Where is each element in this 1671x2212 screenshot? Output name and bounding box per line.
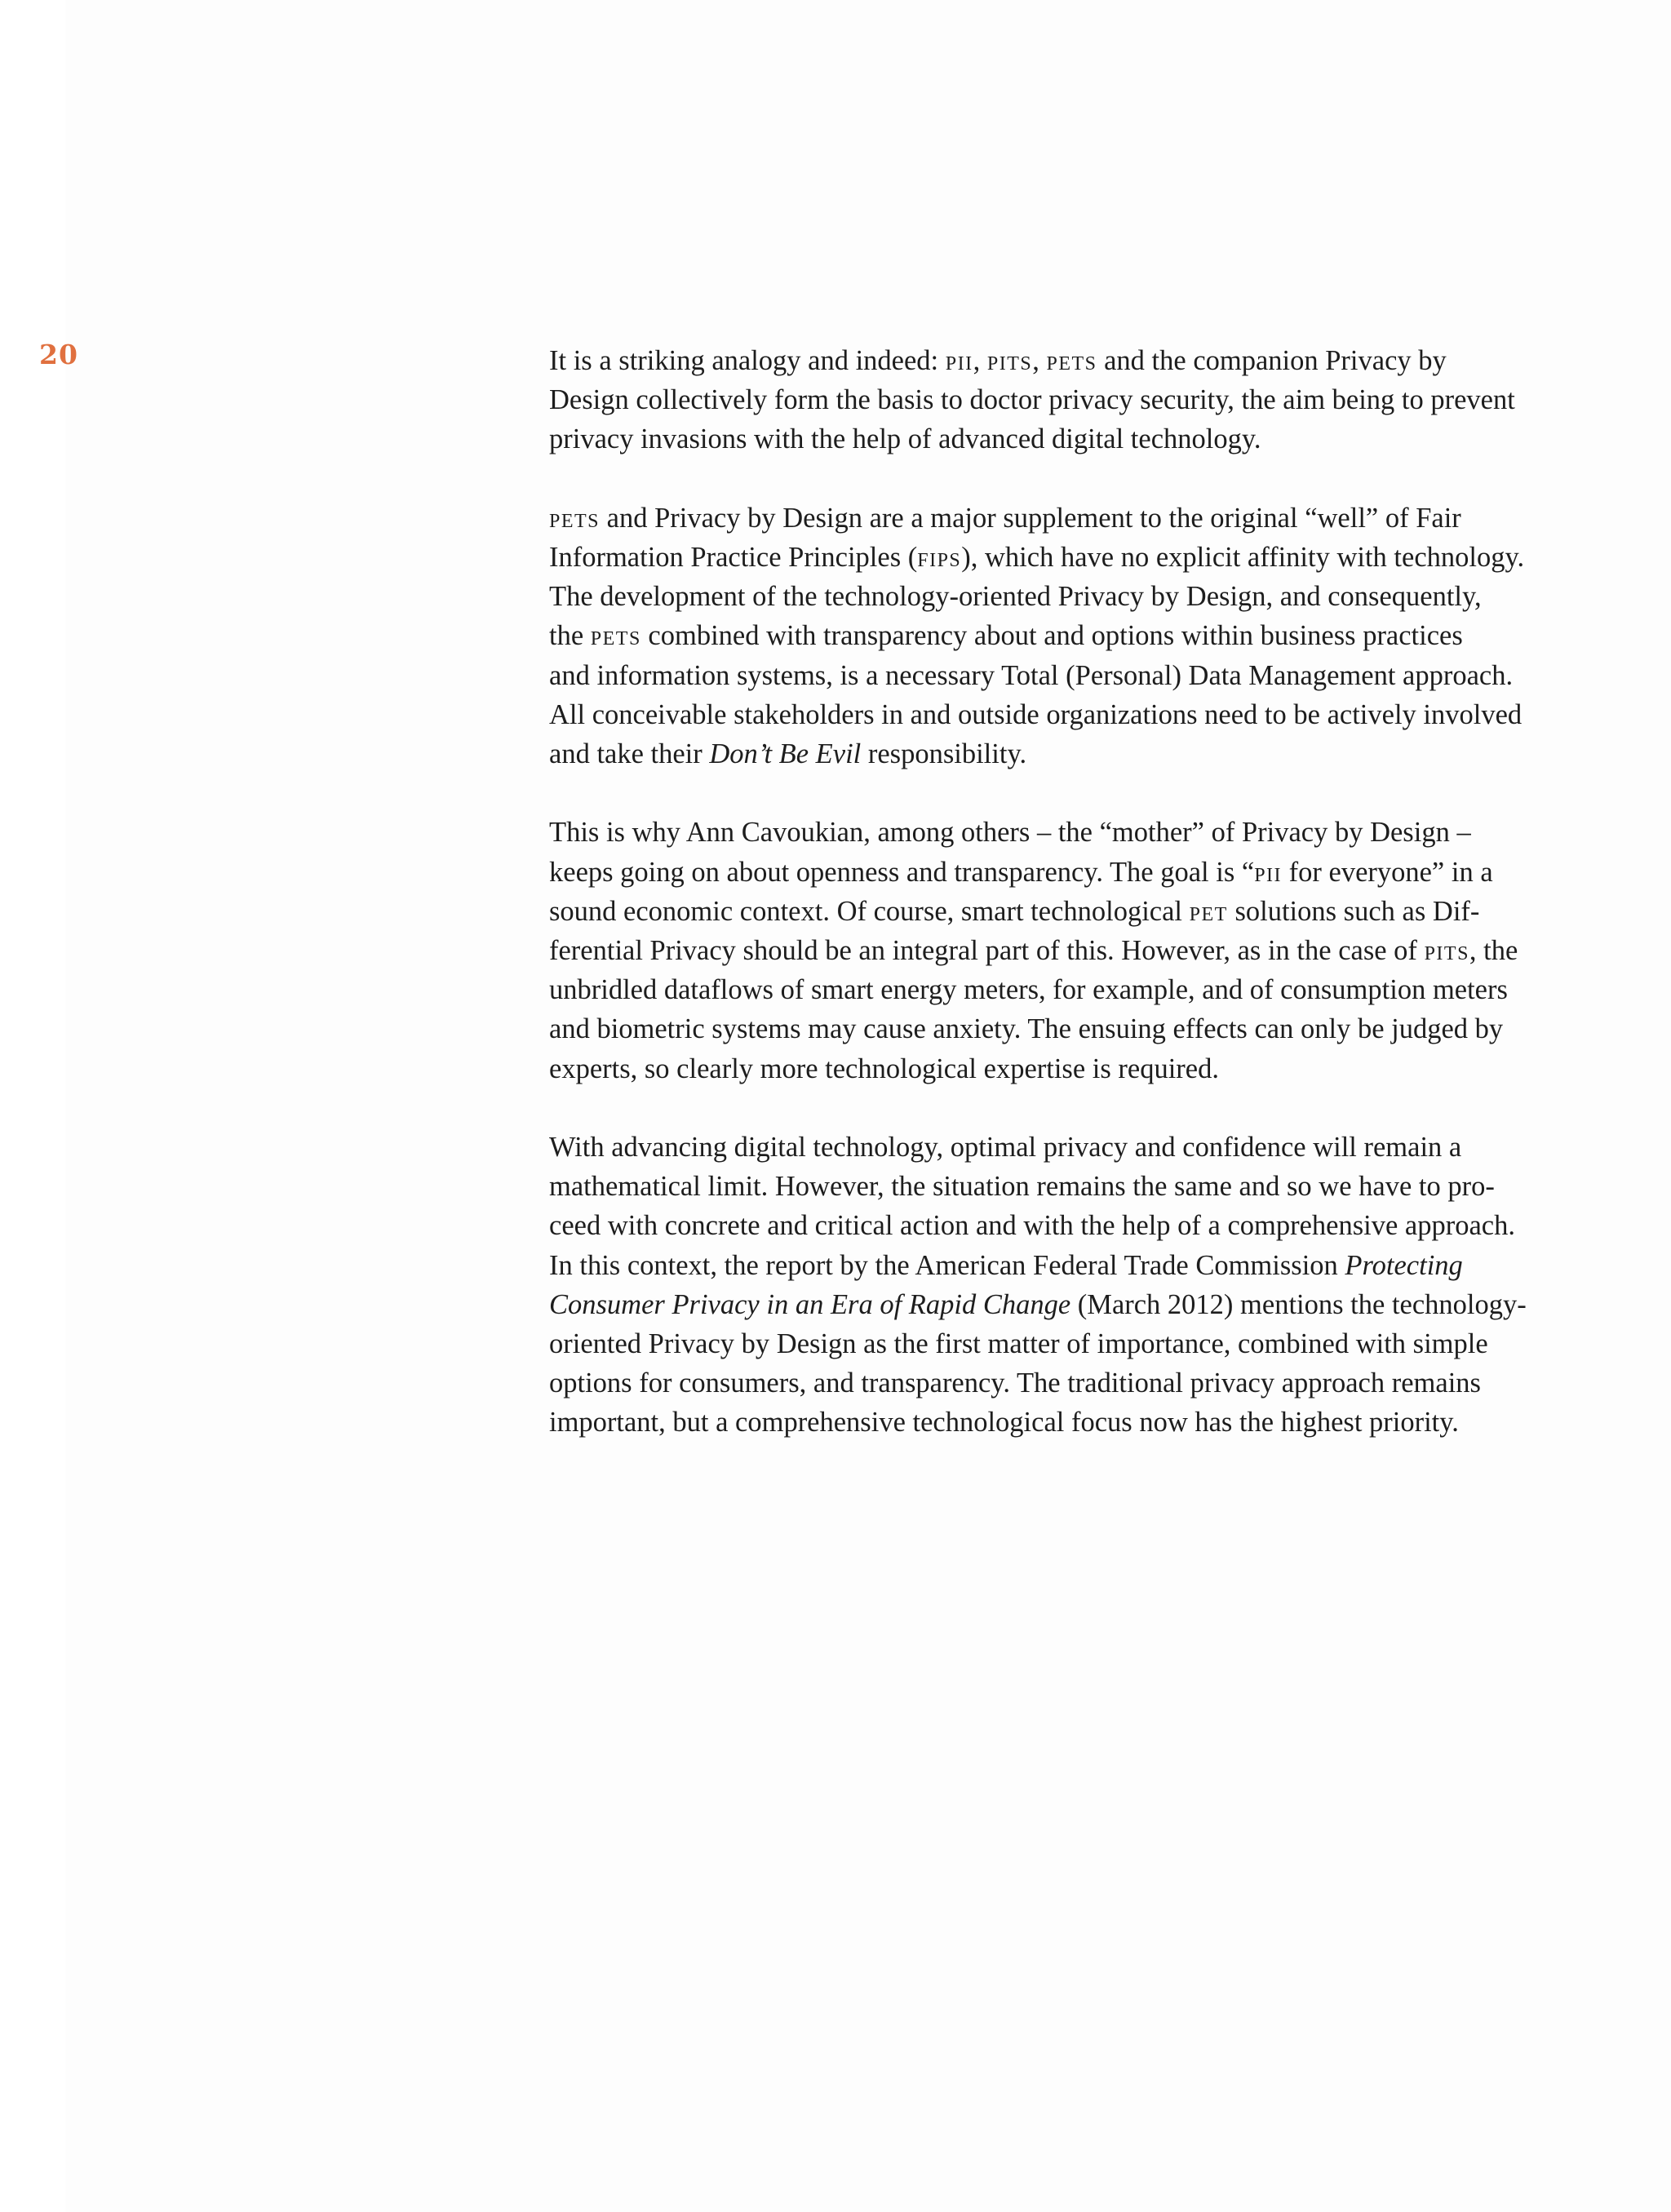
text-run: This is why Ann Cavoukian, among others – the “mother” of Privacy by Design – [549, 817, 1471, 849]
text-run: solutions such as Dif- [1227, 895, 1480, 927]
text-run: and information systems, is a necessary Total (Personal) Data Management approach. [549, 659, 1514, 691]
text-run: With advancing digital technology, optimal privacy and confidence will remain a [549, 1132, 1462, 1164]
text-run: In this context, the report by the American Federal Trade Commission [549, 1249, 1345, 1281]
text-run: unbridled dataflows of smart energy meters, for example, and of consumption meters [549, 974, 1508, 1006]
paragraph [549, 813, 1561, 1088]
text-run: and Privacy by Design are a major supplement to the original “well” of Fair [600, 502, 1461, 534]
text-line [549, 1246, 1561, 1285]
text-line [549, 1363, 1561, 1403]
text-run: , [973, 345, 987, 376]
paragraph [549, 341, 1561, 459]
text-run: the [549, 620, 591, 652]
text-run: and the companion Privacy by [1097, 345, 1447, 376]
text-run: ferential Privacy should be an integral part of this. However, as in the case of [549, 935, 1425, 967]
paragraph [549, 499, 1561, 774]
text-run: mathematical limit. However, the situation remains the same and so we have to pro- [549, 1171, 1495, 1203]
text-line [549, 1009, 1561, 1048]
text-run: privacy invasions with the help of advanced digital technology. [549, 423, 1261, 455]
text-line [549, 419, 1561, 459]
text-line [549, 1128, 1561, 1167]
text-run: , the [1469, 935, 1518, 967]
text-run: (March 2012) mentions the technology- [1070, 1288, 1527, 1320]
text-line [549, 380, 1561, 419]
acronym: pet [1189, 895, 1228, 927]
text-line [549, 1285, 1561, 1324]
text-line [549, 734, 1561, 774]
text-run: sound economic context. Of course, smart technological [549, 895, 1190, 927]
text-run: responsibility. [861, 738, 1027, 770]
text-run: oriented Privacy by Design as the first matter of importance, combined with simple [549, 1328, 1488, 1360]
acronym: pets [549, 502, 601, 534]
text-line [549, 931, 1561, 970]
text-run: keeps going on about openness and transparency. The goal is “ [549, 856, 1255, 888]
text-run: ceed with concrete and critical action and with the help of a comprehensive approach. [549, 1210, 1515, 1242]
text-run: , [1032, 345, 1047, 376]
text-line [549, 1167, 1561, 1206]
acronym: pits [1424, 935, 1469, 967]
page-number: 20 [39, 339, 78, 370]
text-line [549, 341, 1561, 380]
text-run: options for consumers, and transparency. The traditional privacy approach remains [549, 1368, 1481, 1399]
text-line [549, 1049, 1561, 1088]
text-line [549, 695, 1561, 734]
text-line [549, 499, 1561, 538]
acronym: fips [917, 542, 962, 573]
text-run: Information Practice Principles ( [549, 542, 918, 573]
body-text [549, 341, 1561, 1482]
text-line [549, 1206, 1561, 1245]
text-line [549, 1324, 1561, 1363]
paragraph [549, 1128, 1561, 1443]
italic-text: Protecting [1345, 1249, 1463, 1281]
text-line [549, 616, 1561, 655]
italic-text: Consumer Privacy in an Era of Rapid Change [549, 1288, 1071, 1320]
text-line [549, 656, 1561, 695]
acronym: pets [1046, 345, 1097, 376]
text-line [549, 813, 1561, 852]
text-line [549, 970, 1561, 1009]
text-run: important, but a comprehensive technological focus now has the highest priority. [549, 1407, 1459, 1438]
acronym: pets [590, 620, 641, 652]
text-run: Design collectively form the basis to doctor privacy security, the aim being to prevent [549, 384, 1515, 416]
text-line [549, 1403, 1561, 1442]
text-run: experts, so clearly more technological expertise is required. [549, 1053, 1219, 1084]
text-run: and biometric systems may cause anxiety. The ensuing effects can only be judged by [549, 1013, 1504, 1045]
acronym: pii [1254, 856, 1283, 888]
text-run: and take their [549, 738, 710, 770]
text-run: The development of the technology-oriented Privacy by Design, and consequently, [549, 581, 1482, 613]
text-line [549, 892, 1561, 931]
text-run: combined with transparency about and options within business practices [640, 620, 1463, 652]
acronym: pits [986, 345, 1033, 376]
text-run: ), which have no explicit affinity with technology. [961, 542, 1525, 573]
text-run: It is a striking analogy and indeed: [549, 345, 946, 376]
text-line [549, 577, 1561, 616]
text-run: for everyone” in a [1282, 856, 1493, 888]
text-run: All conceivable stakeholders in and outside organizations need to be actively involved [549, 698, 1523, 730]
text-line [549, 853, 1561, 892]
italic-text: Don’t Be Evil [709, 738, 862, 770]
text-line [549, 538, 1561, 577]
acronym: pii [945, 345, 973, 376]
